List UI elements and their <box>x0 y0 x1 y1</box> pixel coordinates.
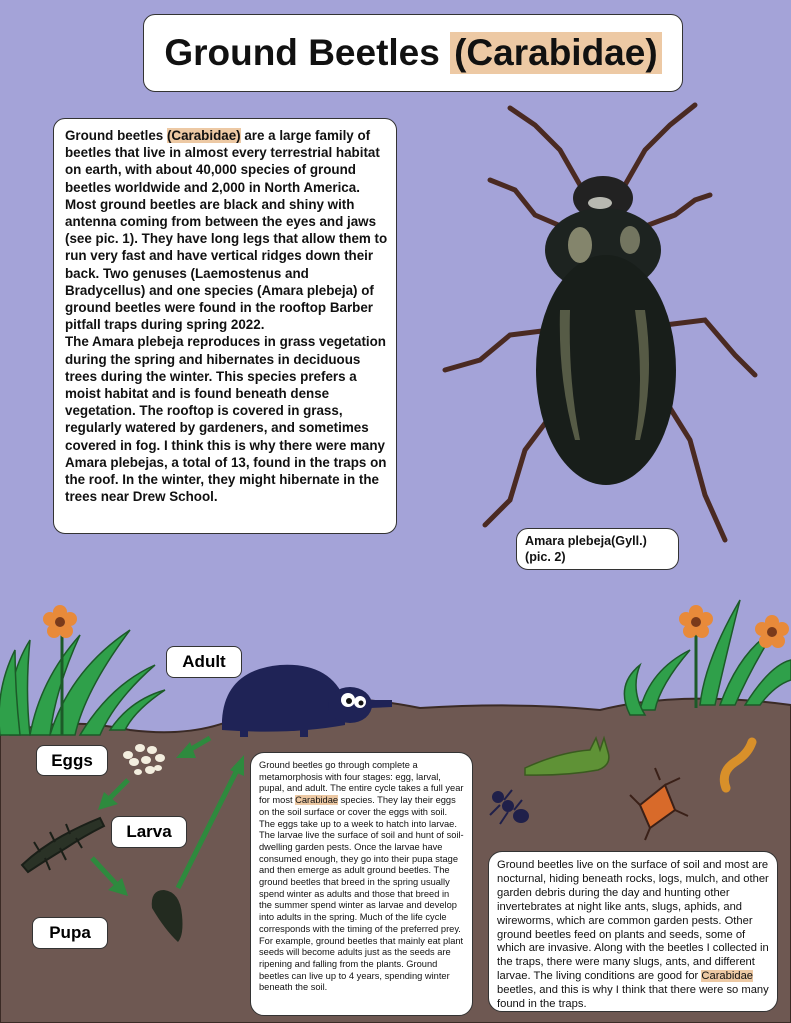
flower-icon <box>43 605 77 638</box>
caption-line-2: (pic. 2) <box>525 550 566 564</box>
flower-icon <box>755 615 789 648</box>
intro-paragraph-1 <box>65 127 388 333</box>
intro-text: Ground beetles <box>65 128 167 143</box>
lifecycle-paragraph <box>259 760 464 994</box>
stage-label-larva: Larva <box>111 816 187 848</box>
stage-label-eggs: Eggs <box>36 745 108 776</box>
caption-line-1: Amara plebeja(Gyll.) <box>525 534 647 548</box>
intro-highlight: (Carabidae) <box>166 128 241 143</box>
habitat-text: Ground beetles live on the surface of soil and most are nocturnal, hiding beneath rocks, logs, mulch, and other garden debris during the day and hunting other invertebrates at night like ants, slugs, aphids, and wireworms, which are common garden pests. Other ground beetles feed on plants and seeds, some of which are invasive. Along with the beetles I collected in the traps, there were many slugs, ants, and different larvae. The living conditions are good for <box>497 859 769 983</box>
stage-label-pupa: Pupa <box>32 917 108 949</box>
habitat-paragraph <box>497 859 769 1012</box>
stage-label-adult: Adult <box>166 646 242 678</box>
page-title <box>143 14 683 92</box>
lifecycle-highlight: Carabidae <box>295 795 339 806</box>
habitat-highlight: Carabidae <box>701 970 754 983</box>
title-highlight: (Carabidae) <box>450 32 662 74</box>
flower-icon <box>679 605 713 638</box>
habitat-text: beetles, and this is why I think that there were so many found in the traps. <box>497 984 769 1011</box>
lifecycle-text: Ground beetles go through complete a metamorphosis with four stages: egg, larval, pupal, and adult. The entire cycle takes a full year for most <box>259 760 464 806</box>
lifecycle-text: species. They lay their eggs on the soil surface or cover the eggs with soil. The eggs take up to a week to hatch into larvae. The larvae live the surface of soil and hunt of soil-dwelling garden pests. Once the larvae have consumed enough, they go into their pupa stage and then emerge as adult ground beetles. The ground beetles that breed in the spring usually spend winter as adults and those that breed in the summer spend winter as larvae and develop into adults in the spring. Much of the life cycle corresponds with the timing of the preferred prey. For example, ground beetles that mainly eat plant seeds will become adults just as the seeds are ripening and falling from the plants. Ground beetles can live up to 4 years, spending winter beneath the soil. <box>259 795 464 993</box>
habitat-text-box <box>488 851 778 1012</box>
intro-text: are a large family of beetles that live in almost every terrestrial habitat on earth, with about 40,000 species of ground beetles worldwide and 2,000 in North America. Most ground beetles are black and shiny with antenna coming from between the eyes and jaws (see pic. 1). They have long legs that allow them to run very fast and have vertical ridges down their back. Two genuses (Laemostenus and Bradycellus) and one species (Amara plebeja) of ground beetles were found in the rooftop Barber pitfall traps during spring 2022. <box>65 128 388 333</box>
intro-paragraph-2: The Amara plebeja reproduces in grass vegetation during the spring and hibernates in deciduous trees during the winter. This species prefers a moist habitat and is found beneath dense vegetation. The rooftop is covered in grass, regularly watered by gardeners, and sometimes covered in fog. I think this is why there were many Amara plebejas, a total of 13, found in the traps on the roof. In the winter, they might hibernate in the trees near Drew School. <box>65 334 387 505</box>
title-main: Ground Beetles <box>164 32 440 73</box>
lifecycle-text-box <box>250 752 473 1016</box>
intro-text-box <box>53 118 397 534</box>
photo-caption <box>516 528 679 570</box>
beetle-photo <box>440 100 760 550</box>
